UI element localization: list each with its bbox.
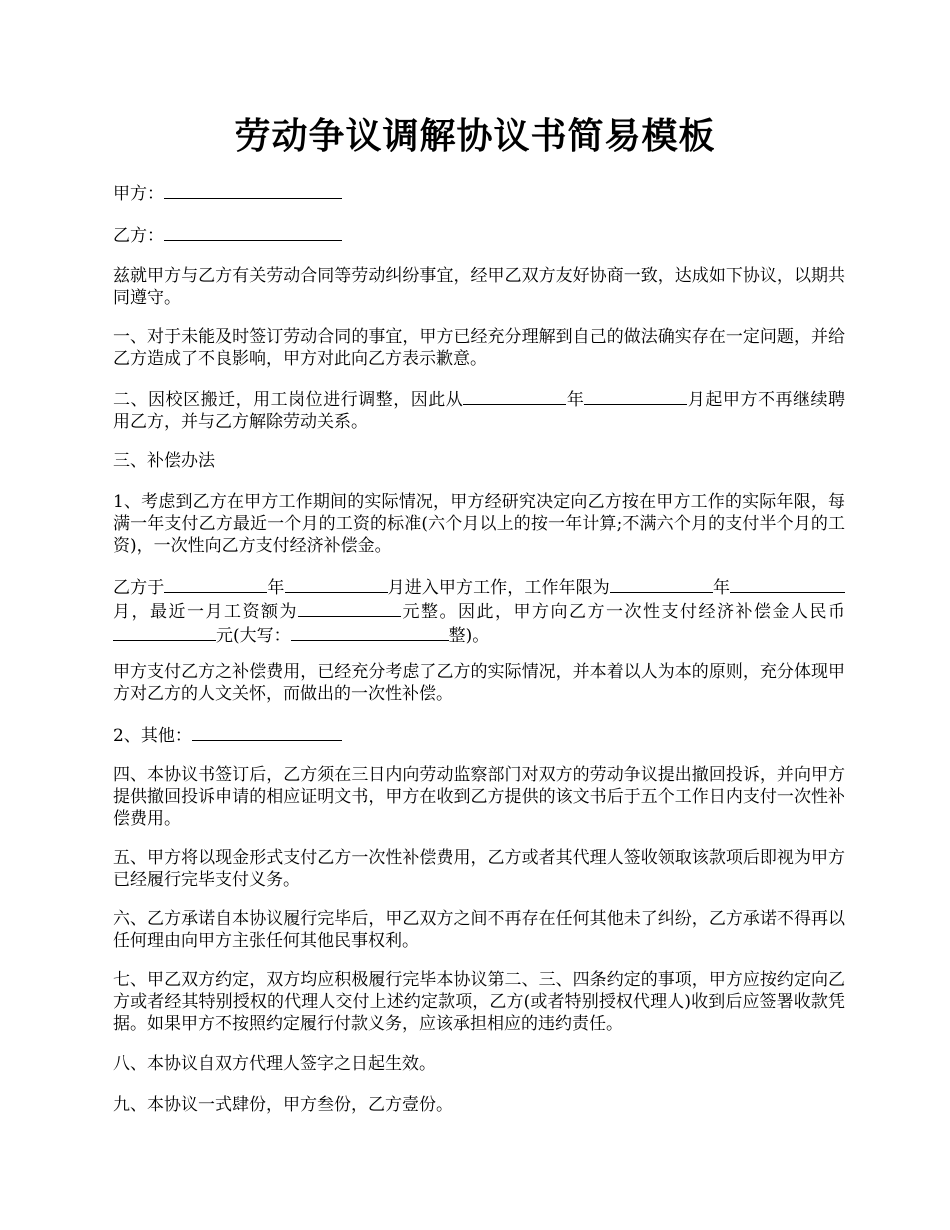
compensation-text-4: 年	[712, 578, 731, 598]
clause-3-heading: 三、补偿办法	[113, 451, 215, 471]
start-month-blank[interactable]	[285, 575, 388, 593]
document-title: 劳动争议调解协议书简易模板	[234, 115, 716, 157]
clause-2-year-label: 年	[566, 390, 585, 410]
clause-6-paragraph: 六、乙方承诺自本协议履行完毕后，甲乙双方之间不再存在任何其他未了纠纷，乙方承诺不得再以任何理由向甲方主张任何其他民事权利。	[113, 909, 845, 951]
compensation-text-7: 元(大写：	[216, 626, 291, 646]
clause-2-year-blank[interactable]	[463, 387, 566, 405]
compensation-text-1: 乙方于	[113, 578, 165, 598]
clause-3-2-label: 2、其他：	[113, 726, 192, 746]
party-a-blank[interactable]	[164, 181, 342, 199]
compensation-amount-blank[interactable]	[113, 623, 216, 641]
compensation-note-paragraph: 甲方支付乙方之补偿费用，已经充分考虑了乙方的实际情况，并本着以人为本的原则，充分体现甲方对乙方的人文关怀，而做出的一次性补偿。	[113, 662, 845, 704]
clause-3-2-line	[113, 723, 845, 747]
amount-in-words-blank[interactable]	[291, 623, 449, 641]
clause-1-paragraph: 一、对于未能及时签订劳动合同的事宜，甲方已经充分理解到自己的做法确实存在一定问题，并给乙方造成了不良影响，甲方对此向乙方表示歉意。	[113, 327, 845, 369]
clause-5-paragraph: 五、甲方将以现金形式支付乙方一次性补偿费用，乙方或者其代理人签收领取该款项后即视为甲方已经履行完毕支付义务。	[113, 848, 845, 890]
party-a-label: 甲方：	[113, 184, 164, 204]
clause-9-paragraph: 九、本协议一式肆份，甲方叁份，乙方壹份。	[113, 1095, 453, 1115]
clause-7-paragraph: 七、甲乙双方约定，双方均应积极履行完毕本协议第二、三、四条约定的事项，甲方应按约定向乙方或者经其特别授权的代理人交付上述约定款项，乙方(或者特别授权代理人)收到后应签署收款凭据。如果甲方不按照约定履行付款义务，应该承担相应的违约责任。	[113, 970, 845, 1034]
clause-2-text-1: 二、因校区搬迁，用工岗位进行调整，因此从	[113, 390, 464, 410]
compensation-text-2: 年	[267, 578, 285, 598]
other-terms-blank[interactable]	[192, 723, 342, 741]
start-year-blank[interactable]	[164, 575, 267, 593]
clause-4-paragraph: 四、本协议书签订后，乙方须在三日内向劳动监察部门对双方的劳动争议提出撤回投诉，并向甲方提供撤回投诉申请的相应证明文书，甲方在收到乙方提供的该文书后于五个工作日内支付一次性补偿费用。	[113, 765, 845, 829]
party-b-line	[113, 223, 845, 247]
intro-paragraph: 兹就甲方与乙方有关劳动合同等劳动纠纷事宜，经甲乙双方友好协商一致，达成如下协议，以期共同遵守。	[113, 266, 845, 308]
clause-2-month-blank[interactable]	[584, 387, 687, 405]
compensation-text-8: 整)。	[448, 626, 490, 646]
compensation-text-6: 元整。因此，甲方向乙方一次性支付经济补偿金人民币	[401, 602, 845, 622]
party-a-line	[113, 181, 845, 205]
service-months-blank[interactable]	[730, 575, 845, 593]
party-b-blank[interactable]	[164, 223, 342, 241]
clause-8-paragraph: 八、本协议自双方代理人签字之日起生效。	[113, 1054, 436, 1074]
party-b-label: 乙方：	[113, 226, 164, 246]
clause-2-text-2: 月起甲方不再继续聘用乙方，并与乙方解除劳动关系。	[113, 390, 846, 432]
clause-2-paragraph	[113, 387, 845, 433]
compensation-detail-paragraph	[113, 575, 845, 647]
monthly-salary-blank[interactable]	[298, 599, 401, 617]
compensation-text-5: 月，最近一月工资额为	[113, 602, 298, 622]
compensation-text-3: 月进入甲方工作，工作年限为	[387, 578, 610, 598]
service-years-blank[interactable]	[610, 575, 713, 593]
clause-3-1-paragraph: 1、考虑到乙方在甲方工作期间的实际情况，甲方经研究决定向乙方按在甲方工作的实际年限，每满一年支付乙方最近一个月的工资的标准(六个月以上的按一年计算;不满六个月的支付半个月的工资)，一次性向乙方支付经济补偿金。	[113, 492, 845, 556]
